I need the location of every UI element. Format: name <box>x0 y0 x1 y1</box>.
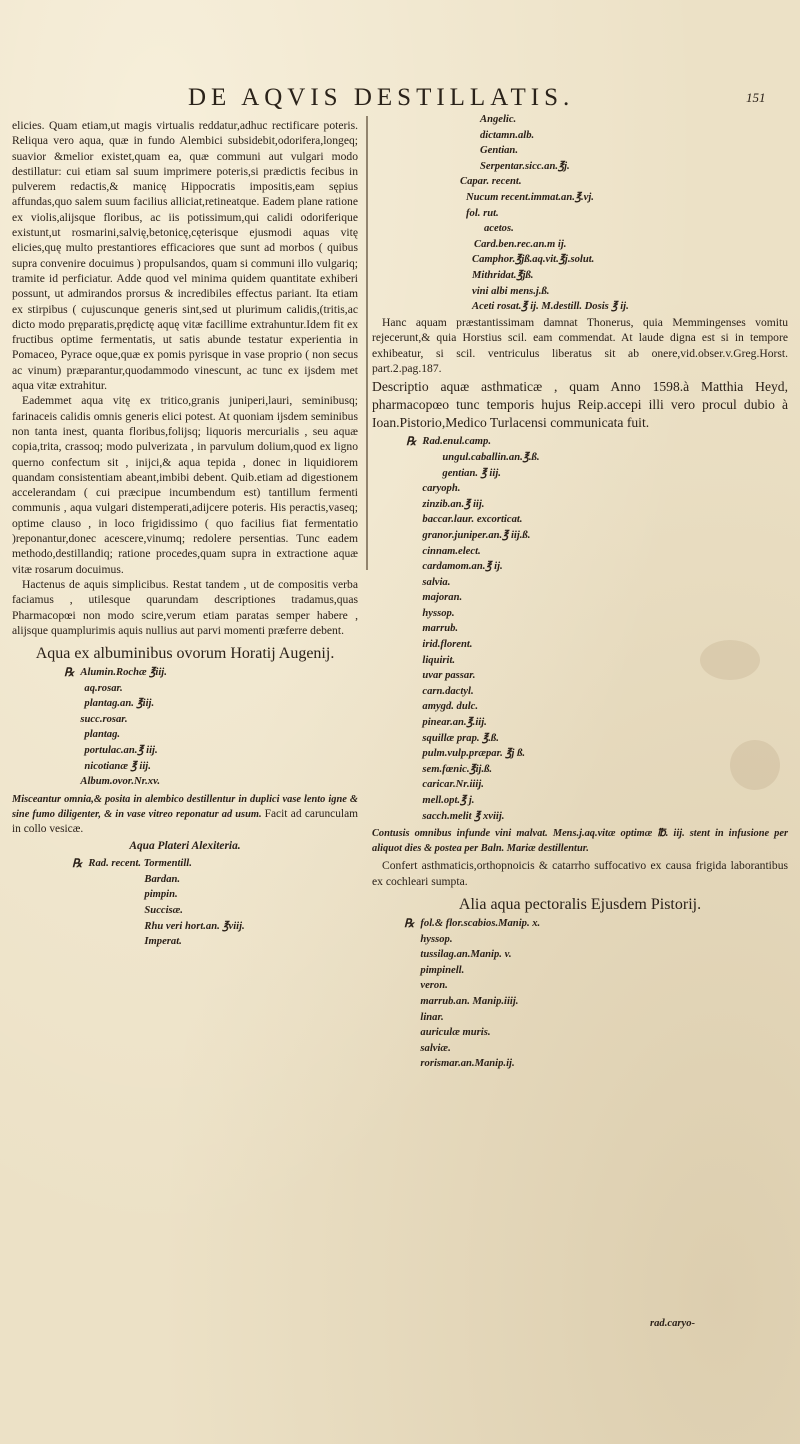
ingredient-list <box>88 856 244 950</box>
ingredient: fol. rut. <box>466 207 499 219</box>
ingredient: amygd. dulc. <box>422 701 479 713</box>
recipe-symbol: ℞ <box>406 435 417 449</box>
ingredient: linar. <box>420 1011 444 1023</box>
recipe-block <box>12 665 358 790</box>
left-column <box>12 118 358 950</box>
directions-note: Facit ad carunculam in collo vesicæ. <box>12 807 358 835</box>
ingredient: Bardan. <box>144 873 181 885</box>
recipe-directions: Contusis omnibus infunde vini malvat. Mens.j.aq.vitæ optimæ ℔. iij. stent in infusione per aliquot dies & postea per Baln. Mariæ destillentur. <box>372 828 788 855</box>
ingredient: salvia. <box>422 576 451 588</box>
ingredient: Capar. recent. <box>460 176 522 188</box>
ingredient: hyssop. <box>420 933 453 945</box>
ingredient: plantag.an. ℥iij. <box>84 698 155 710</box>
ingredient: nicotianæ ℥ iij. <box>84 760 151 772</box>
ingredient-list <box>422 434 539 824</box>
ingredient: hyssop. <box>422 607 455 619</box>
ingredient: Succisæ. <box>144 904 183 916</box>
recipe-block <box>372 434 788 824</box>
ingredient: marrub.an. Manip.iiij. <box>420 995 519 1007</box>
ingredient: portulac.an.℥ iij. <box>84 745 158 757</box>
page-number: 151 <box>746 90 766 105</box>
ingredient: plantag. <box>84 729 121 741</box>
recipe-directions <box>12 792 358 837</box>
ingredient: fol.& flor.scabios.Manip. x. <box>420 918 541 929</box>
ingredient: salviæ. <box>420 1042 451 1054</box>
ingredient: dictamn.alb. <box>480 129 535 141</box>
ingredient: Angelic. <box>480 114 517 125</box>
ingredient: caryoph. <box>422 483 461 495</box>
ingredient-list <box>80 665 166 790</box>
ingredient: ungul.caballin.an.℥.ß. <box>442 451 540 463</box>
ingredient: squillæ prap. ℥.ß. <box>422 732 499 744</box>
right-column <box>372 112 788 1072</box>
ingredient: Rhu veri hort.an. ℥viij. <box>144 920 245 932</box>
recipe-symbol: ℞ <box>404 917 415 930</box>
ingredient: pimpinell. <box>420 964 465 976</box>
ingredient: pimpin. <box>144 889 178 901</box>
ingredient: majoran. <box>422 592 463 604</box>
ingredient: vini albi mens.j.ß. <box>472 285 550 297</box>
paragraph: Confert asthmaticis,orthopnoicis & catarrho suffocativo ex causa frigida laborantibus ex cochleari sumpta. <box>372 859 788 888</box>
ingredient: acetos. <box>484 223 514 235</box>
ingredient: Camphor.℥jß.aq.vit.℥j.solut. <box>472 254 595 266</box>
recipe-block <box>12 856 358 950</box>
ingredient: veron. <box>420 980 448 992</box>
ingredient-list <box>420 916 540 1072</box>
ingredient: marrub. <box>422 623 459 635</box>
section-heading: Alia aqua pectoralis Ejusdem Pistorij. <box>458 896 702 913</box>
ingredient: sacch.melit ℥ xviij. <box>422 810 505 822</box>
ingredient: Rad.enul.camp. <box>422 436 491 448</box>
ingredient: Nucum recent.immat.an.℥.vj. <box>466 191 594 203</box>
column-rule <box>366 116 368 570</box>
ingredient: uvar passar. <box>422 670 476 682</box>
ingredient-list <box>460 112 788 315</box>
ingredient: Gentian. <box>480 145 518 157</box>
paragraph: Eademmet aqua vitę ex tritico,granis juniperi,lauri, seminibusq; farinaceis calidis omnis generis elici potest. At quoniam ijsdem seminibus non tanta inest, quanta floribus,folijsq; liquoris mercurialis , seu aquæ copia,trita, crassoq; modo pulverizata , in parvulum dolium,quod ex ligno querno confectum sit , inijci,& aqua tepida , donec in liquidiorem quandam consistentiam abeant,imbibi debent. Quib.etiam ad digestionem accelerandam ( cui præcipue incumbendum est) tantillum fermenti communis , aqua vulgari distemperati,adijcere poteris. His peractis,vaseq; optime clauso , in loco frigidissimo ( quo facilius fiat fermentatio )reponantur,donec acescere,vinumq; redolere persentias. Tunc eadem methodo,destillandiq; ratione procedes,quam supra in extractione aquæ vitæ rosarum docuimus. <box>12 394 358 576</box>
recipe-symbol: ℞ <box>64 666 75 680</box>
ingredient: baccar.laur. excorticat. <box>422 514 523 526</box>
running-title: DE AQVIS DESTILLATIS. <box>188 84 575 111</box>
ingredient: Mithridat.℥jß. <box>472 269 534 281</box>
ingredient: Rad. recent. Tormentill. <box>88 858 192 870</box>
ingredient: Alumin.Rochæ ℥iij. <box>80 667 167 679</box>
section-heading: Aqua ex albuminibus ovorum Horatij Augenij. <box>35 645 335 663</box>
ingredient: mell.opt.℥ j. <box>422 795 475 806</box>
ingredient: caricar.Nr.iiij. <box>422 779 484 791</box>
ingredient: gentian. ℥ iij. <box>442 467 501 479</box>
ingredient: Imperat. <box>144 936 182 948</box>
ingredient: irid.florent. <box>422 639 473 651</box>
recipe-block <box>372 916 788 1072</box>
ingredient: granor.juniper.an.℥ iij.ß. <box>422 529 531 541</box>
ingredient: rorismar.an.Manip.ij. <box>420 1058 515 1070</box>
ingredient: Album.ovor.Nr.xv. <box>80 776 161 788</box>
ingredient: pinear.an.℥.iij. <box>422 717 487 729</box>
ingredient: Card.ben.rec.an.m ij. <box>474 238 567 250</box>
ingredient: liquirit. <box>422 654 456 666</box>
recipe-symbol: ℞ <box>72 857 83 871</box>
page-header <box>0 84 800 114</box>
recipe-title: Aqua Plateri Alexiteria. <box>129 839 241 852</box>
paragraph: elicies. Quam etiam,ut magis virtualis reddatur,adhuc rectificare poteris. Reliqua vero aqua, quæ in fundo Alembici subsidebit,odorifera,longeq; suavior &melior existet,quam ea, quæ communi aut vulgari modo destillatur: cui etiam sal suum imprimere poteris,si prædictis fecibus in pulverem redactis,& manicę Hippocratis impositis,eam sępius affundas,quo salem suum facilius alliciat,retineatque. Eadem plane ratione ex violis,alijsque floribus, ac iis potissimum,qui calidi odoriferique existunt,ut rosmarini,salvię,betonicę,cęterisque ejusmodi aquas vitę elicies,quę multo prestantiores efficaciores que sunt ad morbos ( quibus supra convenire docuimus ) propulsandos, quam si communi illo vulgariq; tramite id perficiatur. Adde quod vel minima quidem quantitate exhiberi possunt, ut admirandos prorsus & incredibiles effectus pariant. Ita etiam ex stirpibus ( cujuscunque generis sint,sed ut plurimum calidis,(tritis,ac dicto modo pręparatis,prędictę aquę vitæ facillime extrahuntur.Idem fit ex fructibus optime fermentatis, ut satis abunde testatur experientia in Pomaceo, Pyrace oque,quæ ex pomis pyrisque in vase proprio ( non secus ac vinum) præparantur,quodammodo vinescunt, ac tunc ex ijsdem met aqua vitæ extrahitur. <box>12 119 358 393</box>
ingredient: Serpentar.sicc.an.℥j. <box>480 160 570 172</box>
ingredient: sem.fœnic.℥ij.ß. <box>422 763 493 775</box>
ingredient: Aceti rosat.℥ ij. M.destill. Dosis ℥ ij. <box>472 301 629 313</box>
paragraph: Hactenus de aquis simplicibus. Restat tandem , ut de compositis verba faciamus , utilesque quarundam descriptiones tradamus,quas Pharmacopœi non modo scire,verum etiam paratas semper habere , alijsque quamplurimis aquis nullius aut parvi momenti præferre debent. <box>12 577 358 637</box>
ingredient: auriculæ muris. <box>420 1027 491 1039</box>
ingredient: zinzib.an.℥ iij. <box>422 498 485 510</box>
ingredient: succ.rosar. <box>80 713 128 725</box>
ingredient: tussilag.an.Manip. v. <box>420 949 512 961</box>
ingredient: carn.dactyl. <box>422 685 474 697</box>
ingredient: pulm.vulp.præpar. ℥j ß. <box>422 748 526 760</box>
catchword: rad.caryo- <box>650 1318 696 1329</box>
paragraph: Hanc aquam præstantissimam damnat Thonerus, quia Memmingenses vomitu rejecerunt,& quia Horstius scil. eam commendat. At laude digna est si in tempore exhibeatur, si scil. ventriculus liberatus sit ab onere,vid.obser.v.Greg.Horst. part.2.pag.187. <box>372 315 788 375</box>
directions-text: Misceantur omnia,& posita in alembico destillentur in duplici vase lento igne & sine fumo diligenter, & in vase vitreo reponatur ad usum. <box>12 793 358 820</box>
paragraph: Descriptio aquæ asthmaticæ , quam Anno 1598.à Matthia Heyd, pharmacopœo tunc temporis hujus Reip.accepi illi vero procul dubio à Ioan.Pistorio,Medico Turlacensi communicata fuit. <box>372 379 788 431</box>
ingredient: aq.rosar. <box>84 682 123 694</box>
ingredient: cardamom.an.℥ ij. <box>422 561 503 573</box>
ingredient: cinnam.elect. <box>422 545 481 557</box>
